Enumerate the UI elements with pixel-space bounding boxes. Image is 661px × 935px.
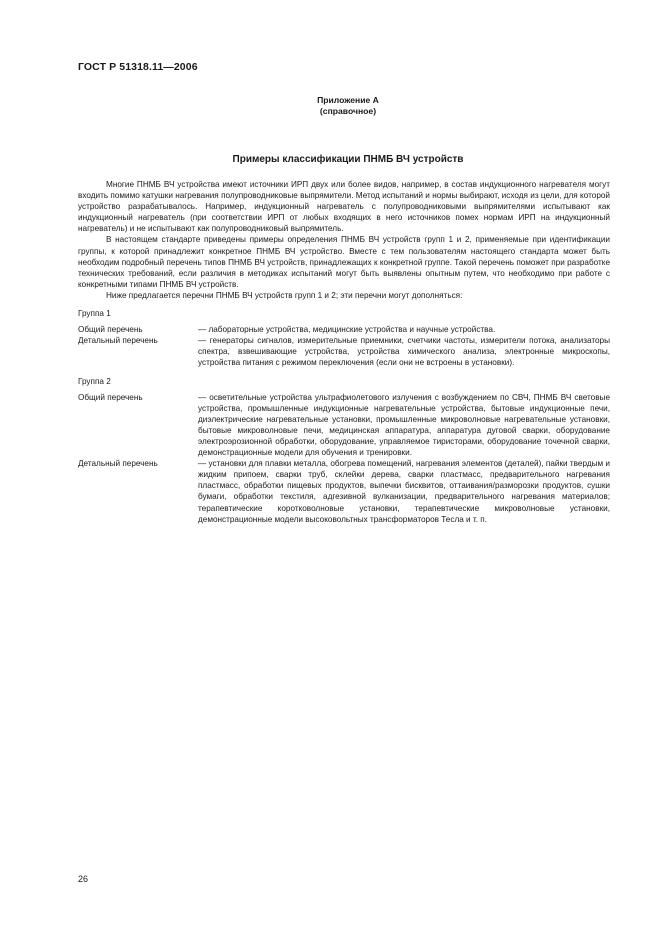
standard-header: ГОСТ Р 51318.11—2006 <box>78 61 198 73</box>
appendix-subtitle: (справочное) <box>319 106 377 116</box>
group-1-block <box>78 308 610 368</box>
row-text: — установки для плавки металла, обогрева помещений, нагревания элементов (деталей), пайки твердым и жидким припоем, сварки труб, склейки дерева, сварки пластмасс, предварительного нагревания пластмасс, обработки пищевых продуктов, выпечки бисквитов, оттаивания/разморозки продуктов, сушки бумаги, обработки текстиля, адгезивной вулканизации, предварительного нагревания материалов; терапевтические коротковолновые установки, терапевтические микроволновые установки, демонстрационные модели высоковольтных трансформаторов Тесла и т. п. <box>198 459 610 524</box>
paragraph: Ниже предлагается перечни ПНМБ ВЧ устройств групп 1 и 2; эти перечни могут дополняться: <box>106 290 463 300</box>
row-label: Детальный перечень <box>78 459 158 469</box>
page-number: 26 <box>78 874 89 884</box>
list-row <box>78 392 610 459</box>
list-row <box>78 335 610 368</box>
document-body <box>78 179 610 530</box>
section-title-text: Примеры классификации ПНМБ ВЧ устройств <box>232 154 464 165</box>
row-text: — генераторы сигналов, измерительные приемники, счетчики частоты, измерители потока, анализаторы спектра, взвешивающие устройства, устройства химического анализа, электронные микроскопы, устройства питания с режимом переключения (если они не встроены в установки). <box>198 336 610 368</box>
row-label: Детальный перечень <box>78 336 158 346</box>
row-label: Общий перечень <box>78 392 143 402</box>
list-row <box>78 458 610 525</box>
list-row <box>78 324 610 335</box>
paragraph: В настоящем стандарте приведены примеры определения ПНМБ ВЧ устройств групп 1 и 2, применяемые при идентификации группы, к которой принадлежит конкретное ПНМБ ВЧ устройство. Вместе с тем пользователям настоящего стандарта может быть необходим подробный перечень типов ПНМБ ВЧ устройств, принадлежащих к конкретной группе. Такой перечень поможет при разработке технических требований, если различия в методиках испытаний могут быть выявлены опытным путем, что необходимо при работе с конкретными типами ПНМБ ВЧ устройств. <box>78 235 610 289</box>
row-label: Общий перечень <box>78 325 143 335</box>
section-title <box>0 154 661 165</box>
appendix-heading <box>0 95 661 117</box>
appendix-title: Приложение А <box>317 95 379 105</box>
row-text: — осветительные устройства ультрафиолетового излучения с возбуждением по СВЧ, ПНМБ ВЧ световые устройства, промышленные индукционные нагревательные устройства, бытовые индукционные печи, диэлектрические нагревательные установки, промышленные микроволновые нагревательные установки, бытовые микроволновые печи, медицинская аппаратура, аппаратура дуговой сварки, оборудование электроэрозионной обработки, оборудование, управляемое тиристорами, оборудование точечной сварки, демонстрационные модели для обучения и тренировки. <box>198 392 610 458</box>
group-label: Группа 1 <box>78 309 111 319</box>
paragraph: Многие ПНМБ ВЧ устройства имеют источники ИРП двух или более видов, например, в состав индукционного нагревателя могут входить помимо катушки нагревания полупроводниковые выпрямители. Метод испытаний и нормы выбирают, исходя из цели, для которой устройство разрабатывалось. Например, индукционный нагреватель с полупроводниковыми выпрямителями испытывают как индукционный нагреватель (при соответствии ИРП от любых входящих в него источников помех нормам ИРП на индукционный нагреватель) и не испытывают как полупроводниковый выпрямитель. <box>78 180 610 234</box>
row-text: — лабораторные устройства, медицинские устройства и научные устройства. <box>198 325 496 335</box>
group-label: Группа 2 <box>78 376 111 386</box>
group-2-block <box>78 376 610 525</box>
